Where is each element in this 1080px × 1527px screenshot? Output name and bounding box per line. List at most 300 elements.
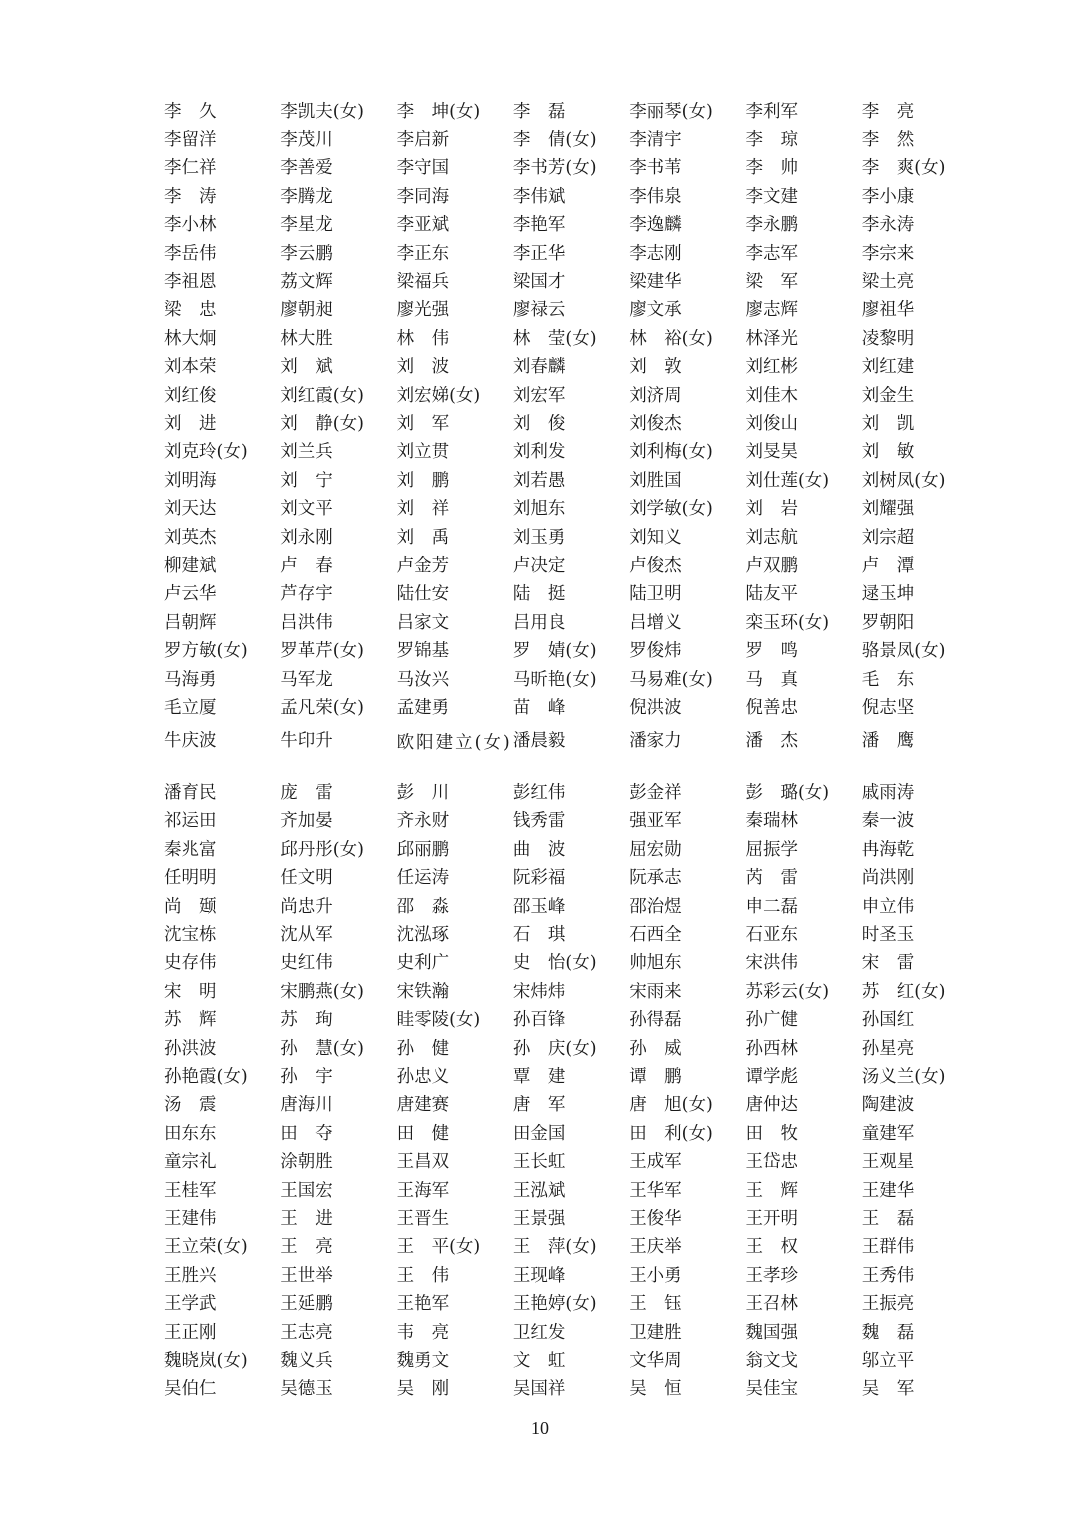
name-row [164,836,984,864]
name-entry: 田 利(女) [629,1123,713,1144]
name-entry: 马汝兴 [396,669,450,690]
name-row [164,609,984,637]
name-entry: 王艳军 [396,1294,450,1315]
name-entry: 王孝珍 [745,1265,798,1286]
name-entry: 王俊华 [629,1208,682,1229]
name-row [164,1290,984,1318]
name-row [164,98,984,126]
name-entry: 齐加晏 [280,811,333,832]
name-entry: 王长虹 [512,1152,566,1173]
name-entry: 李仁祥 [164,158,217,179]
name-entry: 刘本荣 [164,357,217,378]
name-entry: 潘 杰 [745,730,798,751]
name-entry: 刘克玲(女) [164,442,248,463]
name-entry: 文华周 [629,1350,682,1371]
name-entry: 卫红发 [512,1322,566,1343]
name-entry: 任运涛 [396,868,450,889]
name-entry: 李 涛 [164,186,217,207]
name-entry: 牛庆波 [164,730,217,751]
name-entry: 尚洪刚 [861,868,915,889]
name-entry: 马 真 [745,669,798,690]
name-entry: 刘宏军 [512,385,566,406]
name-entry: 罗 鸣 [745,641,798,662]
name-entry: 孙 宇 [280,1066,333,1087]
name-entry: 王群伟 [861,1237,915,1258]
name-entry: 刘树凤(女) [861,470,946,491]
name-entry: 刘佳木 [745,385,798,406]
name-entry: 吕增义 [629,612,682,633]
name-entry: 眭零陵(女) [396,1010,481,1031]
name-entry: 逯玉坤 [861,584,915,605]
name-entry: 卫建胜 [629,1322,682,1343]
name-entry: 李启新 [396,130,450,151]
name-entry: 孙广健 [745,1010,798,1031]
name-entry: 吴佳宝 [745,1379,798,1400]
name-entry: 李亚斌 [396,215,450,236]
name-entry: 卢 潭 [861,555,915,576]
name-row [164,1177,984,1205]
name-row [164,354,984,382]
name-entry: 田 健 [396,1123,450,1144]
name-entry: 王现峰 [512,1265,566,1286]
name-entry: 宋洪伟 [745,953,798,974]
name-entry: 王 钰 [629,1294,682,1315]
name-entry: 翁文戈 [745,1350,798,1371]
name-row [164,325,984,353]
name-entry: 苏 珣 [280,1010,333,1031]
name-row [164,1319,984,1347]
name-entry: 李守国 [396,158,450,179]
name-entry: 牛印升 [280,730,333,751]
name-entry: 王建伟 [164,1208,217,1229]
name-entry: 罗 婧(女) [512,641,597,662]
name-row [164,950,984,978]
name-entry: 史红伟 [280,953,333,974]
name-entry: 申立伟 [861,896,915,917]
name-entry: 王泓斌 [512,1180,566,1201]
name-entry: 刘宏娣(女) [396,385,481,406]
name-entry: 王 权 [745,1237,798,1258]
name-entry: 李书苇 [629,158,682,179]
name-entry: 邱丹彤(女) [280,839,364,860]
name-entry: 刘立贯 [396,442,450,463]
name-entry: 刘 鹏 [396,470,450,491]
name-entry: 宋鹏燕(女) [280,981,364,1002]
name-entry: 史利广 [396,953,450,974]
name-entry: 刘春麟 [512,357,566,378]
name-entry: 林 莹(女) [512,328,597,349]
name-entry: 刘红彬 [745,357,798,378]
name-entry: 尚忠升 [280,896,333,917]
name-entry: 屈振学 [745,839,798,860]
name-entry: 李书芳(女) [512,158,597,179]
name-entry: 王 亮 [280,1237,333,1258]
name-entry: 李正华 [512,243,566,264]
name-entry: 李 亮 [861,101,915,122]
name-entry: 卢双鹏 [745,555,798,576]
name-entry: 刘 军 [396,413,450,434]
name-list [164,98,984,1404]
name-entry: 魏晓岚(女) [164,1350,248,1371]
name-entry: 戚雨涛 [861,783,915,804]
name-entry: 刘仕莲(女) [745,470,830,491]
name-entry: 荔文辉 [280,272,333,293]
name-entry: 李利军 [745,101,798,122]
name-entry: 王 萍(女) [512,1237,597,1258]
name-row [164,1205,984,1233]
name-entry: 廖朝昶 [280,300,333,321]
name-entry: 李 久 [164,101,217,122]
name-entry: 王庆举 [629,1237,682,1258]
name-entry: 刘 岩 [745,499,798,520]
name-entry: 阮承志 [629,868,682,889]
name-entry: 刘志航 [745,527,798,548]
name-entry: 王国宏 [280,1180,333,1201]
name-row [164,212,984,240]
name-row [164,439,984,467]
name-entry: 李正东 [396,243,450,264]
name-entry: 刘 敏 [861,442,915,463]
name-entry: 吕用良 [512,612,566,633]
name-entry: 秦一波 [861,811,915,832]
name-entry: 倪善忠 [745,697,798,718]
name-entry: 邵玉峰 [512,896,566,917]
name-entry: 任明明 [164,868,217,889]
name-entry: 刘文平 [280,499,333,520]
name-entry: 邬立平 [861,1350,915,1371]
name-entry: 李岳伟 [164,243,217,264]
name-row [164,382,984,410]
name-row [164,1262,984,1290]
name-entry: 祁运田 [164,811,217,832]
name-entry: 沈宝栋 [164,925,217,946]
name-row [164,268,984,296]
name-entry: 潘家力 [629,730,682,751]
name-entry: 刘若愚 [512,470,566,491]
name-entry: 廖禄云 [512,300,566,321]
name-entry: 林大炯 [164,328,217,349]
name-entry: 罗锦基 [396,641,450,662]
name-entry: 李文建 [745,186,798,207]
name-entry: 童宗礼 [164,1152,217,1173]
name-entry: 刘学敏(女) [629,499,713,520]
name-entry: 马昕艳(女) [512,669,597,690]
name-entry: 田金国 [512,1123,566,1144]
name-entry: 梁国才 [512,272,566,293]
name-entry: 李腾龙 [280,186,333,207]
name-entry: 倪洪波 [629,697,682,718]
name-entry: 刘金生 [861,385,915,406]
name-entry: 李永鹏 [745,215,798,236]
name-entry: 刘旻昊 [745,442,798,463]
name-entry: 李星龙 [280,215,333,236]
name-entry: 潘晨毅 [512,730,566,751]
name-entry: 邵治煜 [629,896,682,917]
name-entry: 彭红伟 [512,783,566,804]
name-entry: 田东东 [164,1123,217,1144]
name-row [164,1063,984,1091]
name-entry: 李志军 [745,243,798,264]
name-entry: 李艳军 [512,215,566,236]
name-entry: 宋炜炜 [512,981,566,1002]
name-entry: 秦兆富 [164,839,217,860]
name-entry: 刘天达 [164,499,217,520]
name-entry: 刘 禹 [396,527,450,548]
name-row [164,921,984,949]
name-entry: 林大胜 [280,328,333,349]
name-entry: 田 夺 [280,1123,333,1144]
name-entry: 冉海乾 [861,839,915,860]
name-entry: 苏 红(女) [861,981,946,1002]
name-entry: 林 伟 [396,328,450,349]
name-entry: 刘宗超 [861,527,915,548]
name-entry: 刘红霞(女) [280,385,364,406]
name-entry: 李留洋 [164,130,217,151]
name-entry: 梁福兵 [396,272,450,293]
name-entry: 李丽琴(女) [629,101,713,122]
name-entry: 芮 雷 [745,868,798,889]
name-entry: 李小林 [164,215,217,236]
name-entry: 刘玉勇 [512,527,566,548]
name-entry: 彭 璐(女) [745,783,830,804]
name-entry: 宋铁瀚 [396,981,450,1002]
name-entry: 唐海川 [280,1095,333,1116]
name-entry: 倪志坚 [861,697,915,718]
name-row [164,723,984,780]
name-entry: 刘红俊 [164,385,217,406]
name-entry: 魏义兵 [280,1350,333,1371]
name-entry: 吴国祥 [512,1379,566,1400]
name-entry: 屈宏勋 [629,839,682,860]
name-row [164,155,984,183]
name-entry: 庞 雷 [280,783,333,804]
name-entry: 钱秀雷 [512,811,566,832]
name-entry: 刘胜国 [629,470,682,491]
name-entry: 卢俊杰 [629,555,682,576]
name-entry: 石 琪 [512,925,566,946]
name-entry: 童建军 [861,1123,915,1144]
name-entry: 陶建波 [861,1095,915,1116]
name-entry: 申二磊 [745,896,798,917]
name-entry: 王 进 [280,1208,333,1229]
name-entry: 王昌双 [396,1152,450,1173]
name-entry: 魏勇文 [396,1350,450,1371]
name-entry: 陆友平 [745,584,798,605]
name-entry: 潘 鹰 [861,730,915,751]
name-entry: 李 然 [861,130,915,151]
name-entry: 齐永财 [396,811,450,832]
name-entry: 梁土亮 [861,272,915,293]
name-entry: 时圣玉 [861,925,915,946]
name-entry: 梁 军 [745,272,798,293]
name-entry: 李伟斌 [512,186,566,207]
name-entry: 骆景凤(女) [861,641,946,662]
name-entry: 宋 明 [164,981,217,1002]
name-row [164,779,984,807]
name-entry: 李云鹏 [280,243,333,264]
name-entry: 唐 军 [512,1095,566,1116]
name-row [164,297,984,325]
name-entry: 汤义兰(女) [861,1066,946,1087]
name-entry: 李伟泉 [629,186,682,207]
name-entry: 王 辉 [745,1180,798,1201]
name-entry: 魏国强 [745,1322,798,1343]
name-entry: 孙得磊 [629,1010,682,1031]
name-entry: 李 爽(女) [861,158,946,179]
name-entry: 吴德玉 [280,1379,333,1400]
name-entry: 魏 磊 [861,1322,915,1343]
name-entry: 曲 波 [512,839,566,860]
name-row [164,694,984,722]
name-entry: 王志亮 [280,1322,333,1343]
name-entry: 欧阳建立(女) [396,732,512,753]
name-entry: 李 琼 [745,130,798,151]
name-entry: 刘英杰 [164,527,217,548]
name-entry: 马海勇 [164,669,217,690]
name-entry: 王 平(女) [396,1237,481,1258]
name-entry: 王开明 [745,1208,798,1229]
name-entry: 孟凡荣(女) [280,697,364,718]
name-row [164,978,984,1006]
name-entry: 吴 军 [861,1379,915,1400]
name-entry: 宋雨来 [629,981,682,1002]
name-entry: 毛 东 [861,669,915,690]
name-entry: 吕家文 [396,612,450,633]
name-entry: 谭 鹏 [629,1066,682,1087]
name-entry: 王建华 [861,1180,915,1201]
name-entry: 尚 颋 [164,896,217,917]
name-entry: 王岱忠 [745,1152,798,1173]
name-row [164,410,984,438]
name-entry: 王 磊 [861,1208,915,1229]
name-row [164,126,984,154]
name-row [164,893,984,921]
name-entry: 廖志辉 [745,300,798,321]
name-entry: 王艳婷(女) [512,1294,597,1315]
name-entry: 刘兰兵 [280,442,333,463]
name-entry: 刘济周 [629,385,682,406]
name-entry: 秦瑞林 [745,811,798,832]
name-entry: 刘 斌 [280,357,333,378]
name-entry: 马易难(女) [629,669,713,690]
name-entry: 王世举 [280,1265,333,1286]
name-entry: 吕洪伟 [280,612,333,633]
name-entry: 孙 庆(女) [512,1038,597,1059]
name-entry: 宋 雷 [861,953,915,974]
name-entry: 刘 凯 [861,413,915,434]
name-entry: 谭学彪 [745,1066,798,1087]
name-row [164,240,984,268]
name-entry: 林 裕(女) [629,328,713,349]
name-entry: 罗革芹(女) [280,641,364,662]
name-row [164,467,984,495]
name-entry: 彭 川 [396,783,450,804]
name-entry: 刘 进 [164,413,217,434]
name-entry: 卢 春 [280,555,333,576]
name-entry: 王延鹏 [280,1294,333,1315]
name-row [164,1120,984,1148]
name-entry: 李永涛 [861,215,915,236]
name-row [164,666,984,694]
name-entry: 柳建斌 [164,555,217,576]
name-entry: 田 牧 [745,1123,798,1144]
name-entry: 李宗来 [861,243,915,264]
name-entry: 卢云华 [164,584,217,605]
name-entry: 刘耀强 [861,499,915,520]
name-entry: 韦 亮 [396,1322,450,1343]
name-entry: 王召林 [745,1294,798,1315]
name-row [164,495,984,523]
name-entry: 孙艳霞(女) [164,1066,248,1087]
name-row [164,552,984,580]
name-entry: 孙 慧(女) [280,1038,364,1059]
name-entry: 王立荣(女) [164,1237,248,1258]
name-entry: 李茂川 [280,130,333,151]
name-entry: 芦存宇 [280,584,333,605]
name-entry: 毛立厦 [164,697,217,718]
name-entry: 覃 建 [512,1066,566,1087]
name-entry: 李同海 [396,186,450,207]
name-entry: 李祖恩 [164,272,217,293]
name-entry: 史存伟 [164,953,217,974]
name-entry: 林泽光 [745,328,798,349]
name-entry: 彭金祥 [629,783,682,804]
name-entry: 廖文承 [629,300,682,321]
name-entry: 石亚东 [745,925,798,946]
name-entry: 李凯夫(女) [280,101,364,122]
name-entry: 孙国红 [861,1010,915,1031]
name-entry: 唐 旭(女) [629,1095,713,1116]
name-entry: 孙洪波 [164,1038,217,1059]
name-entry: 沈泓琢 [396,925,450,946]
name-entry: 李 帅 [745,158,798,179]
name-entry: 刘永刚 [280,527,333,548]
name-entry: 任文明 [280,868,333,889]
name-entry: 刘 祥 [396,499,450,520]
name-entry: 刘 敦 [629,357,682,378]
name-entry: 唐建赛 [396,1095,450,1116]
name-entry: 刘明海 [164,470,217,491]
name-entry: 刘俊山 [745,413,798,434]
name-entry: 王桂军 [164,1180,217,1201]
name-row [164,1035,984,1063]
name-entry: 罗俊炜 [629,641,682,662]
name-entry: 李志刚 [629,243,682,264]
name-entry: 李 坤(女) [396,101,481,122]
name-row [164,865,984,893]
name-entry: 石西全 [629,925,682,946]
page-number: 10 [531,1418,549,1438]
name-entry: 廖光强 [396,300,450,321]
name-entry: 卢决定 [512,555,566,576]
name-entry: 李善爱 [280,158,333,179]
name-entry: 孙百锋 [512,1010,566,1031]
name-entry: 王海军 [396,1180,450,1201]
name-entry: 王正刚 [164,1322,217,1343]
name-entry: 卢金芳 [396,555,450,576]
name-entry: 吕朝辉 [164,612,217,633]
name-entry: 刘红建 [861,357,915,378]
name-entry: 王振亮 [861,1294,915,1315]
name-entry: 唐仲达 [745,1095,798,1116]
name-entry: 王学武 [164,1294,217,1315]
name-entry: 汤 震 [164,1095,217,1116]
name-entry: 罗朝阳 [861,612,915,633]
name-entry: 王 伟 [396,1265,450,1286]
name-entry: 罗方敏(女) [164,641,248,662]
name-entry: 阮彩福 [512,868,566,889]
name-entry: 陆 挺 [512,584,566,605]
